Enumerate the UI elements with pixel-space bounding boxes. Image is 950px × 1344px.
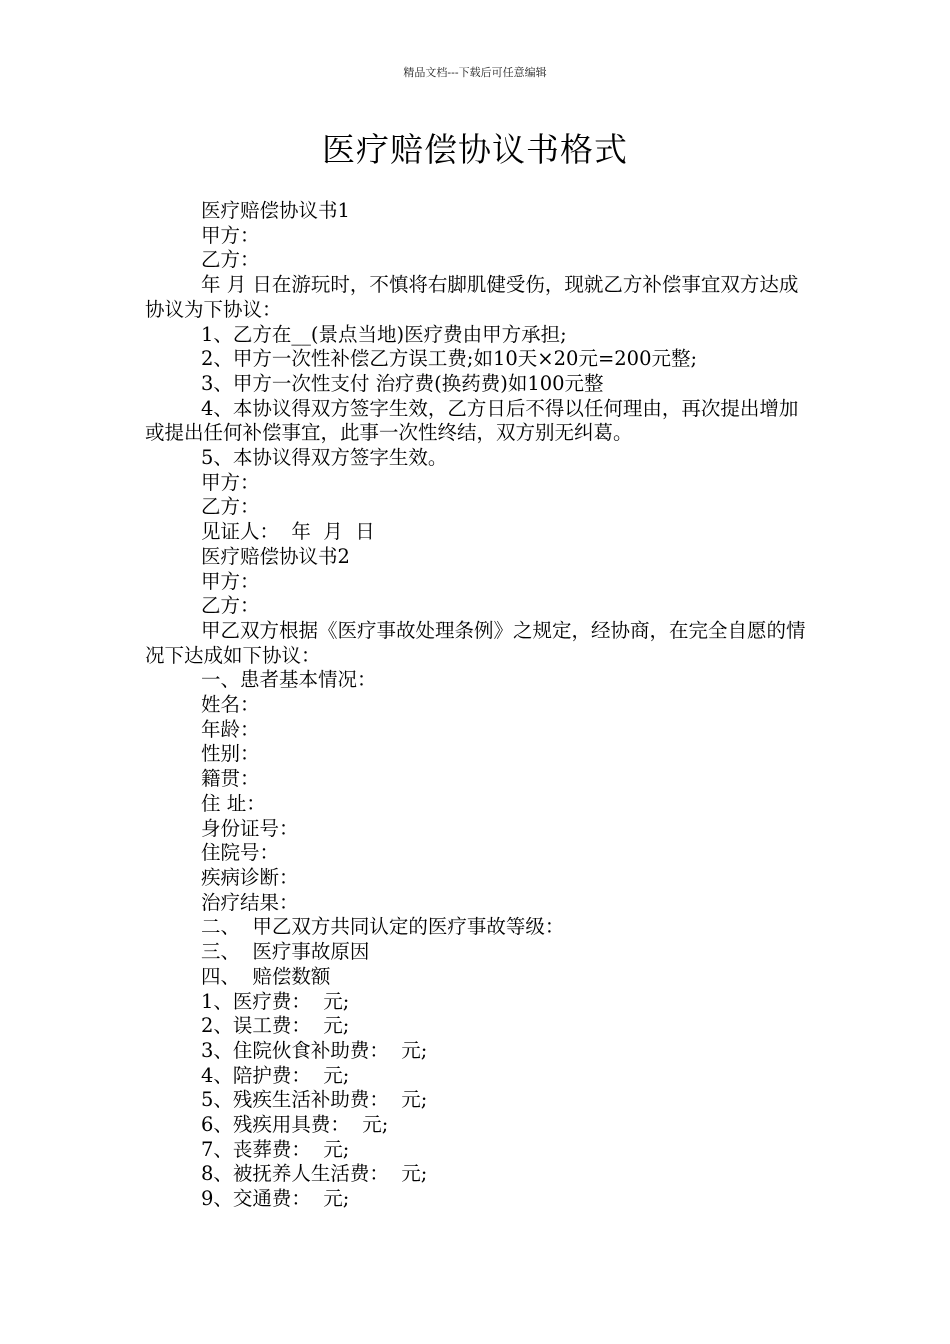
field-treatment-result: 治疗结果： xyxy=(201,890,299,914)
compensation-item-2: 2、误工费： 元; xyxy=(201,1014,350,1038)
compensation-item-7: 7、丧葬费： 元; xyxy=(201,1137,350,1161)
party-a-line: 甲方： xyxy=(201,223,260,247)
compensation-item-3: 3、住院伙食补助费： 元; xyxy=(201,1038,428,1062)
document-body xyxy=(145,199,807,1212)
section-heading-2: 医疗赔偿协议书2 xyxy=(201,544,350,568)
signature-party-a: 甲方： xyxy=(201,470,260,494)
header-note: 精品文档---下载后可任意编辑 xyxy=(403,66,547,79)
agreement-preamble: 甲乙双方根据《医疗事故处理条例》之规定，经协商，在完全自愿的情况下达成如下协议： xyxy=(145,618,806,667)
field-name: 姓名： xyxy=(201,693,260,717)
compensation-item-5: 5、残疾生活补助费： 元; xyxy=(201,1088,428,1112)
patient-info-heading: 一、患者基本情况： xyxy=(201,668,377,692)
compensation-item-8: 8、被抚养人生活费： 元; xyxy=(201,1162,428,1186)
field-address: 住 址： xyxy=(201,791,266,815)
field-native-place: 籍贯： xyxy=(201,767,260,791)
witness-line: 见证人： 年 月 日 xyxy=(201,520,375,544)
field-age: 年龄： xyxy=(201,717,260,741)
clause-3: 3、甲方一次性支付 治疗费(换药费)如100元整 xyxy=(201,371,604,395)
field-diagnosis: 疾病诊断： xyxy=(201,865,299,889)
field-gender: 性别： xyxy=(201,742,260,766)
party-a-line-2: 甲方： xyxy=(201,569,260,593)
field-id-number: 身份证号： xyxy=(201,816,299,840)
section-heading-1: 医疗赔偿协议书1 xyxy=(201,199,350,222)
accident-level-heading: 二、 甲乙双方共同认定的医疗事故等级： xyxy=(201,915,565,939)
compensation-heading: 四、 赔偿数额 xyxy=(201,964,331,988)
clause-2: 2、甲方一次性补偿乙方误工费;如10天×20元=200元整; xyxy=(201,347,698,371)
compensation-item-1: 1、医疗费： 元; xyxy=(201,989,350,1013)
compensation-item-4: 4、陪护费： 元; xyxy=(201,1063,350,1087)
intro-paragraph: 年 月 日在游玩时，不慎将右脚肌健受伤，现就乙方补偿事宜双方达成协议为下协议： xyxy=(145,273,799,321)
clause-4: 4、本协议得双方签字生效，乙方日后不得以任何理由，再次提出增加或提出任何补偿事宜，此事一次性终结，双方别无纠葛。 xyxy=(145,396,799,445)
field-hospital-number: 住院号： xyxy=(201,841,280,865)
document-title: 医疗赔偿协议书格式 xyxy=(322,130,628,169)
compensation-item-6: 6、残疾用具费： 元; xyxy=(201,1113,389,1137)
compensation-item-9: 9、交通费： 元; xyxy=(201,1187,350,1211)
clause-5: 5、本协议得双方签字生效。 xyxy=(201,446,448,470)
party-b-line: 乙方： xyxy=(201,248,260,272)
party-b-line-2: 乙方： xyxy=(201,594,260,618)
signature-party-b: 乙方： xyxy=(201,495,260,519)
clause-1: 1、乙方在__(景点当地)医疗费由甲方承担; xyxy=(201,322,567,346)
accident-cause-heading: 三、 医疗事故原因 xyxy=(201,940,370,964)
